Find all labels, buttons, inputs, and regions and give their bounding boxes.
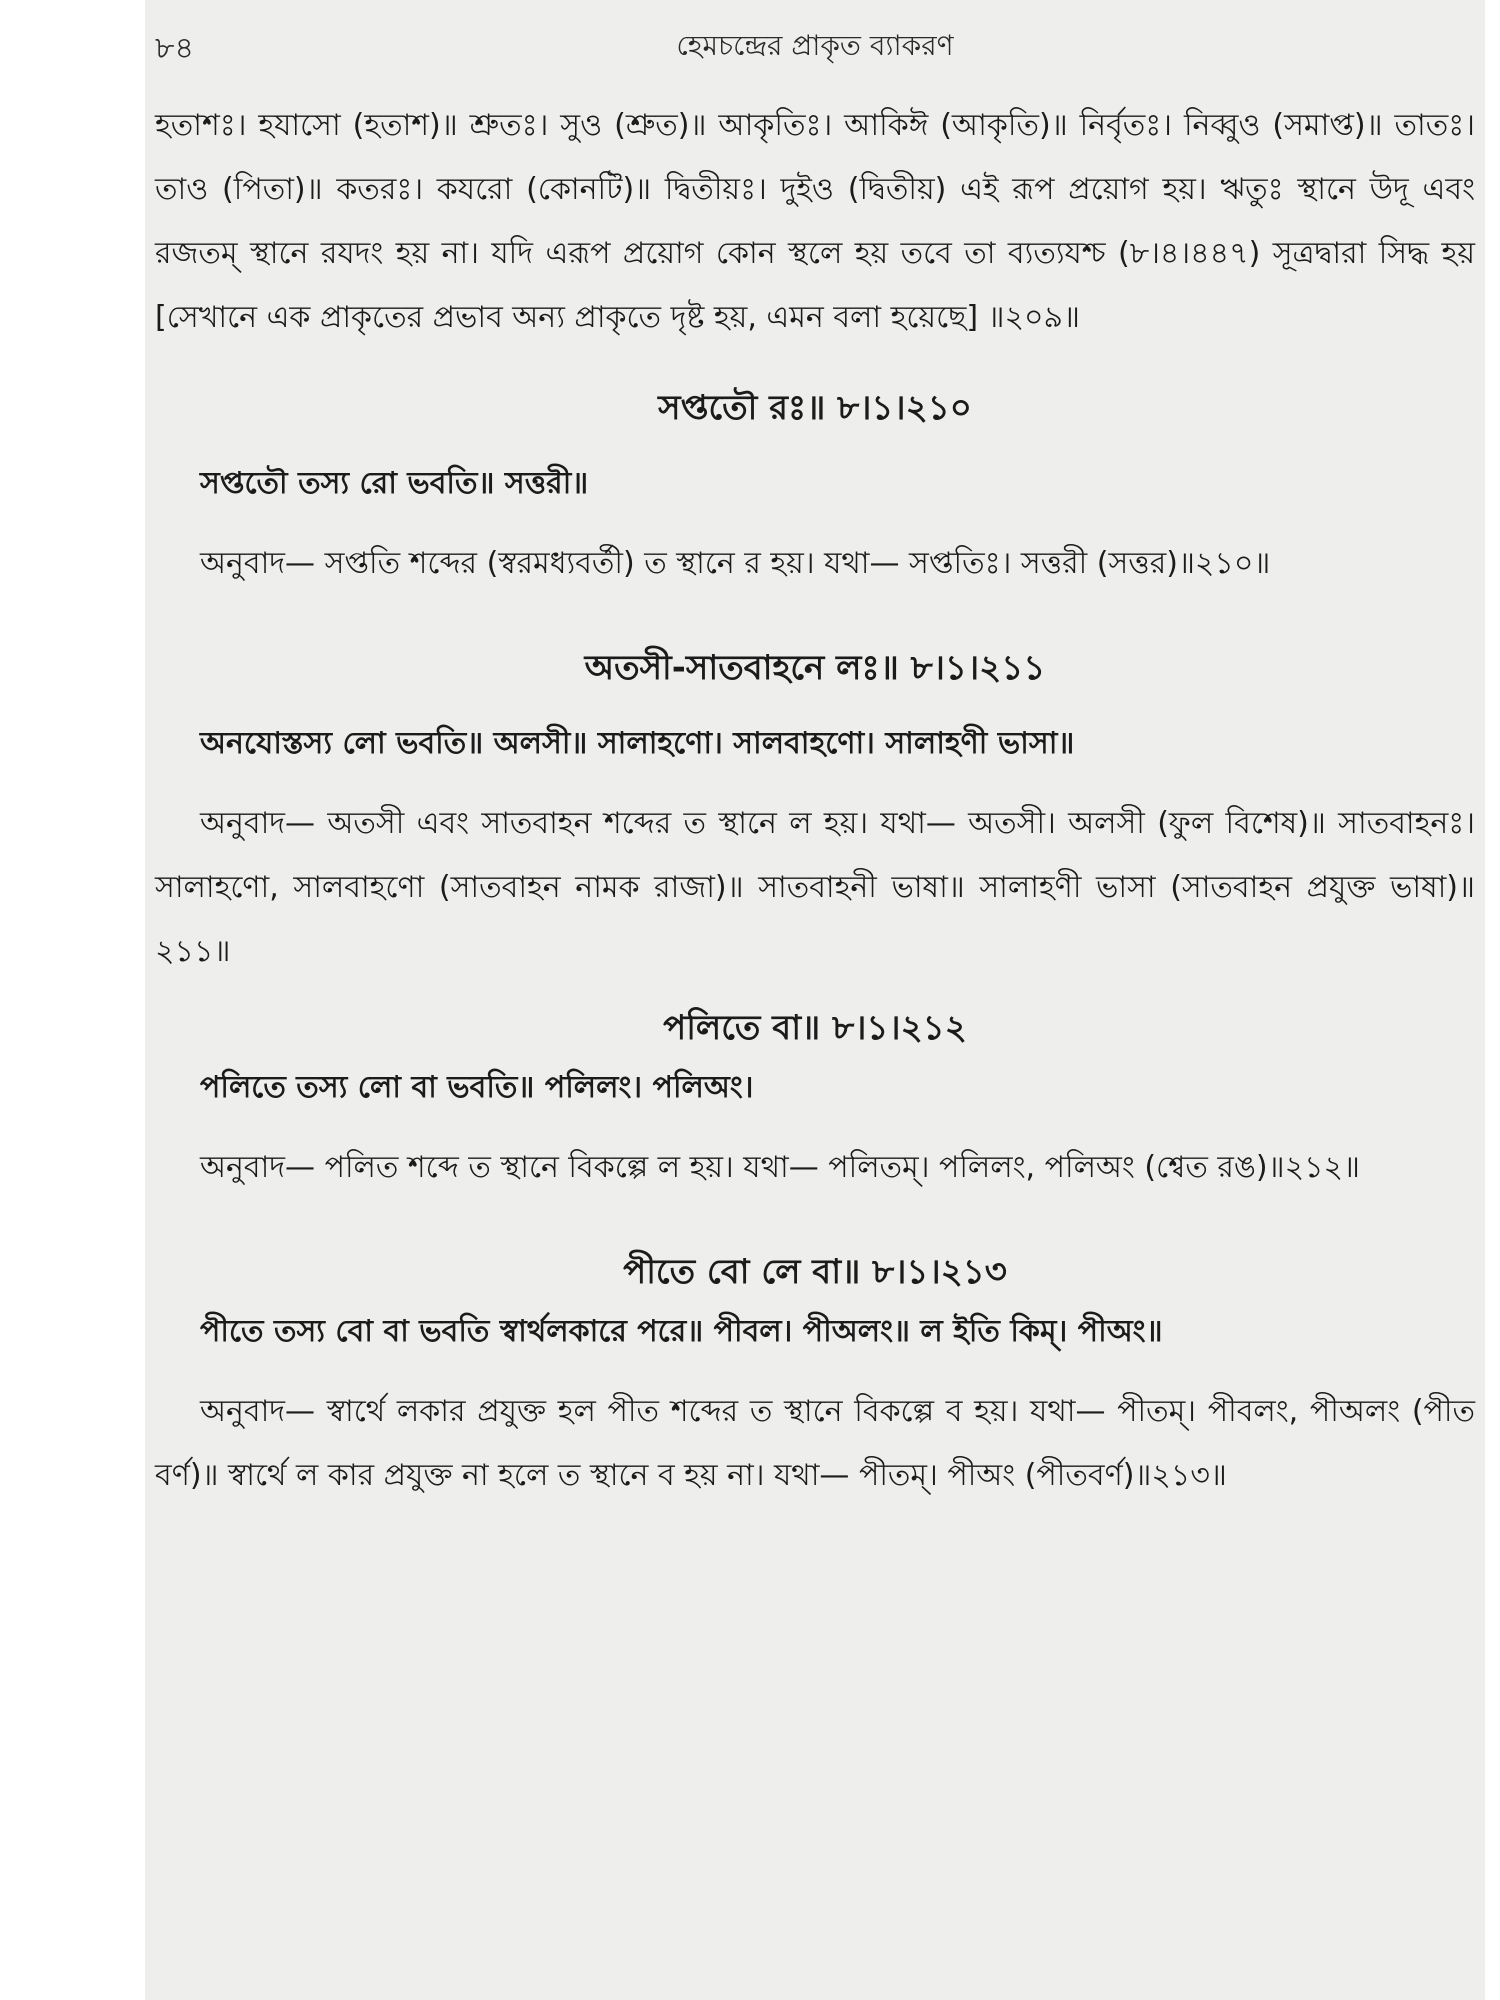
- translation-211: অনুবাদ— অতসী এবং সাতবাহন শব্দের ত স্থানে ল হয়। যথা— অতসী। অলসী (ফুল বিশেষ)॥ সাতবাহনঃ। সালাহণো, সালবাহণো (সাতবাহন নামক রাজা)॥ সাতবাহনী ভাষা॥ সালাহণী ভাসা (সাতবাহন প্রযুক্ত ভাষা)॥২১১॥: [155, 806, 1475, 969]
- translation-210: অনুবাদ— সপ্ততি শব্দের (স্বরমধ্যবর্তী) ত স্থানে র হয়। যথা— সপ্ততিঃ। সত্তরী (সত্তর)॥২১০॥: [200, 546, 1271, 581]
- sutra-text-213: পীতে তস্য বো বা ভবতি স্বার্থলকারে পরে॥ পীবল। পীঅলং॥ ল ইতি কিম্। পীঅং॥: [200, 1314, 1163, 1349]
- sutra-text-210: সপ্ততৌ তস্য রো ভবতি॥ সত্তরী॥: [200, 466, 589, 501]
- sutra-text-212: পলিতে তস্য লো বা ভবতি॥ পলিলং। পলিঅং।: [200, 1070, 754, 1105]
- sutra-heading-211: অতসী-সাতবাহনে লঃ॥ ৮।১।২১১: [584, 648, 1046, 688]
- page-number: ৮৪: [155, 31, 194, 66]
- sutra-text-211: অনযোস্তস্য লো ভবতি॥ অলসী॥ সালাহণো। সালবাহণো। সালাহণী ভাসা॥: [200, 726, 1075, 761]
- book-page: [145, 0, 1485, 2000]
- sutra-heading-213: পীতে বো লে বা॥ ৮।১।২১৩: [623, 1252, 1007, 1292]
- intro-paragraph: হতাশঃ। হযাসো (হতাশ)॥ শ্রুতঃ। সুও (শ্রুত)॥ আকৃতিঃ। আকিঈ (আকৃতি)॥ নির্বৃতঃ। নিব্বুও (সমাপ্ত)॥ তাতঃ। তাও (পিতা)॥ কতরঃ। কযরো (কোনটি)॥ দ্বিতীয়ঃ। দুইও (দ্বিতীয়) এই রূপ প্রয়োগ হয়। ঋতুঃ স্থানে উদূ এবং রজতম্ স্থানে রযদং হয় না। যদি এরূপ প্রয়োগ কোন স্থলে হয় তবে তা ব্যত্যযশ্চ (৮।৪।৪৪৭) সূত্রদ্বারা সিদ্ধ হয় [সেখানে এক প্রাকৃতের প্রভাব অন্য প্রাকৃতে দৃষ্ট হয়, এমন বলা হয়েছে] ॥২০৯॥: [155, 108, 1475, 335]
- translation-212: অনুবাদ— পলিত শব্দে ত স্থানে বিকল্পে ল হয়। যথা— পলিতম্। পলিলং, পলিঅং (শ্বেত রঙ)॥২১২॥: [200, 1150, 1361, 1185]
- page-content: [155, 16, 1475, 1508]
- sutra-heading-210: সপ্ততৌ রঃ॥ ৮।১।২১০: [658, 388, 972, 428]
- book-title: হেমচন্দ্রের প্রাকৃত ব্যাকরণ: [676, 29, 954, 62]
- sutra-heading-212: পলিতে বা॥ ৮।১।২১২: [663, 1008, 967, 1048]
- running-head: [155, 16, 1475, 66]
- translation-213: অনুবাদ— স্বার্থে লকার প্রযুক্ত হল পীত শব্দের ত স্থানে বিকল্পে ব হয়। যথা— পীতম্। পীবলং, পীঅলং (পীত বর্ণ)॥ স্বার্থে ল কার প্রযুক্ত না হলে ত স্থানে ব হয় না। যথা— পীতম্। পীঅং (পীতবর্ণ)॥২১৩॥: [155, 1394, 1475, 1493]
